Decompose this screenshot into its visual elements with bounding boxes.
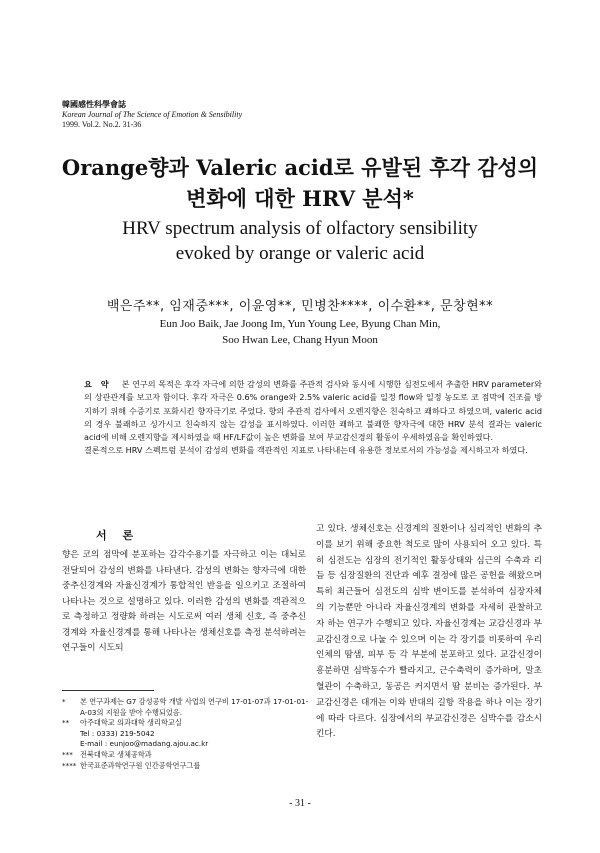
journal-english-name: Korean Journal of The Science of Emotion & Sensibility bbox=[62, 110, 243, 119]
body-left-paragraph: 향은 코의 점막에 분포하는 감각수용기를 자극하고 이는 대뇌로 전달되어 감성의 변화를 나타낸다. 감성의 변화는 향자극에 대한 중추신경계와 자율신경계가 통합적인 반응을 일으키고 조절하여 나타나는 것으로 설명하고 있다. 이러한 감성의 변화를 객관적으로 측정하고 정량화 하려는 시도로써 여러 생체 신호, 즉 중추신경계와 자율신경계를 통해 나타나는 생체신호를 측정 분석하려는 연구들이 시도되 bbox=[62, 550, 306, 653]
english-title-line2: evoked by orange or valeric acid bbox=[175, 243, 425, 264]
journal-header bbox=[62, 100, 242, 130]
english-title bbox=[0, 216, 600, 266]
korean-title-line1: Orange향과 Valeric acid로 유발된 후각 감성의 bbox=[61, 155, 539, 180]
korean-title bbox=[0, 152, 600, 214]
footnote-mark: *** bbox=[62, 749, 73, 759]
journal-korean-name: 韓國感性科學會誌 bbox=[62, 100, 126, 109]
section-heading: 서 론 bbox=[96, 529, 140, 542]
body-right-paragraph: 고 있다. 생체신호는 신경계의 질환이나 심리적인 변화의 추이를 보기 위해 중요한 척도로 많이 사용되어 오고 있다. 특히 심전도는 심장의 전기적인 활동상태와 심근의 수축과 리듬 등 심장질환의 진단과 예후 결정에 많은 공헌을 해왔으며 특히 최근들어 심전도의 심박 변이도를 분석하여 심장자체의 기능뿐만 아니라 자율신경계의 변화를 자세히 관찰하고자 하는 연구가 수행되고 있다. 자율신경계는 교감신경과 부교감신경으로 나눌 수 있으며 이는 각 장기를 비롯하여 우리 인체의 땀샘, 피부 등 각 부분에 분포하고 있다. 교감신경이 흥분하면 심박동수가 빨라지고, 근수축력이 증가하며, 말초혈관이 수축하고, 동공은 커지면서 땀 분비는 증가된다. 부교감신경은 대개는 이와 반대의 길항 작용을 하나 이는 장기에 따라 다르다. 심장에서의 부교감신경은 심박수를 감소시킨다. bbox=[316, 524, 542, 740]
footnote-item bbox=[62, 718, 312, 729]
journal-volume-info: 1999. Vol.2. No.2. 31-36 bbox=[62, 120, 142, 129]
footnote-item bbox=[62, 739, 312, 750]
footnote-text: 본 연구과제는 G7 감성공학 개발 사업의 연구비 17-01-07과 17-01-01-A-03의 지원을 받아 수행되었음. bbox=[80, 697, 309, 717]
footnote-text: Tel : 0333) 219-5042 bbox=[80, 728, 155, 738]
footnote-text: 아주대학교 의과대학 생리학교실 bbox=[80, 718, 182, 728]
english-authors bbox=[0, 316, 600, 348]
footnote-text: E-mail : eunjoo@madang.ajou.ac.kr bbox=[80, 739, 209, 749]
footnote-mark: * bbox=[62, 697, 66, 706]
footnote-text: 한국표준과학연구원 인간공학연구그룹 bbox=[80, 760, 201, 770]
footnote-item bbox=[62, 729, 312, 740]
abstract bbox=[84, 378, 542, 458]
page-number: - 31 - bbox=[289, 798, 311, 809]
footnote-mark: **** bbox=[62, 760, 77, 770]
footnote-mark bbox=[62, 729, 80, 740]
footnote-text: 전북대학교 생체공학과 bbox=[80, 749, 152, 759]
footnote-item bbox=[62, 697, 312, 718]
footnote-item bbox=[62, 761, 312, 772]
body-right-column bbox=[316, 522, 542, 743]
footnote-mark bbox=[62, 739, 80, 750]
abstract-body bbox=[84, 378, 542, 444]
english-authors-line1: Eun Joo Baik, Jae Joong Im, Yun Young Lee, Byung Chan Min, bbox=[159, 318, 441, 330]
footnotes bbox=[62, 697, 312, 771]
footnote-mark: ** bbox=[62, 718, 70, 728]
english-title-line1: HRV spectrum analysis of olfactory sensibility bbox=[122, 218, 478, 239]
footnote-divider bbox=[62, 690, 154, 691]
abstract-conclusion: 결론적으로 HRV 스펙트럼 분석이 감성의 변화를 객관적인 지표로 나타내는데 유용한 정보로서의 가능성을 제시하고자 하였다. bbox=[84, 445, 528, 456]
footnote-item bbox=[62, 750, 312, 761]
english-authors-line2: Soo Hwan Lee, Chang Hyun Moon bbox=[222, 334, 378, 346]
abstract-label: 요 약 bbox=[84, 379, 112, 389]
abstract-text: 본 연구의 목적은 후각 자극에 의한 감성의 변화를 주관적 검사와 동시에 시행한 심전도에서 추출한 HRV parameter와의 상관관계를 보고자 함이다. 후각 자극은 0.6% orange와 2.5% valeric acid를 일정 flow와 일정 농도로 코 점막에 건조를 방지하기 위해 수증기로 포화시킨 향자극기로 주었다. 향의 주관적 검사에서 오렌지향은 친숙하고 쾌하다고 하였으며, valeric acid의 경우 불쾌하고 싱가시고 친숙하지 않는 감성을 표시하였다. 이러한 쾌하고 불쾌한 향자극에 대한 HRV 분석 결과는 valeric acid에 비해 오렌지향을 제시하였을 때 HF/LF값이 높은 변화를 보여 부교감신경의 활동이 우세하였음을 확인하였다. bbox=[84, 379, 542, 443]
korean-authors: 백은주**, 임재중***, 이윤영**, 민병찬****, 이수환**, 문창현** bbox=[106, 299, 494, 314]
body-left-column bbox=[62, 548, 306, 657]
korean-title-line2: 변화에 대한 HRV 분석* bbox=[186, 186, 414, 211]
